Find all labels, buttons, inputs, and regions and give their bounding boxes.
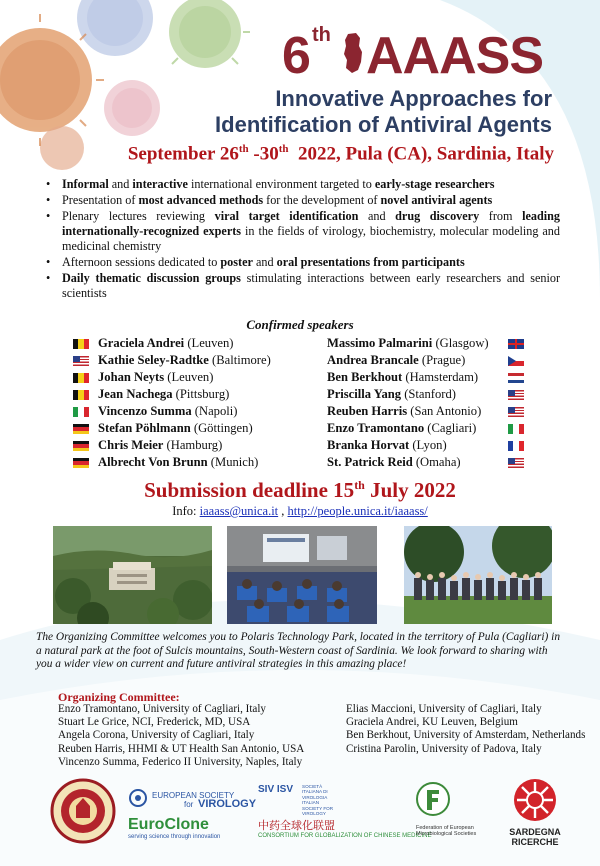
usa-flag-icon (508, 407, 524, 417)
fems-emblem-icon (416, 782, 450, 820)
photo-polaris-park (53, 526, 212, 624)
uk-flag-icon (508, 339, 524, 349)
committee-title: Organizing Committee: (58, 690, 180, 704)
usa-flag-icon (73, 356, 89, 366)
speakers-title: Confirmed speakers (246, 317, 354, 332)
feature-item: • Daily thematic discussion groups stimulating interactions between early researchers and senior scientists (46, 271, 560, 301)
germany-flag-icon (73, 424, 89, 434)
committee-member: Elias Maccioni, University of Cagliari, Italy (346, 703, 542, 715)
committee-right-column (346, 703, 585, 756)
email-link[interactable]: iaaass@unica.it (199, 504, 279, 518)
belgium-flag-icon (73, 373, 89, 383)
esv-emblem-icon (128, 788, 148, 808)
submission-deadline: Submission deadline 15th July 2022 (144, 478, 456, 502)
speaker-entry: Vincenzo Summa (Napoli) (98, 404, 238, 418)
speaker-entry: Priscilla Yang (Stanford) (327, 387, 456, 401)
speaker-entry: Johan Neyts (Leuven) (98, 370, 214, 384)
edition-number: 6 (282, 27, 310, 85)
photo-conference-room (227, 526, 377, 624)
feature-item: • Informal and interactive international environment targeted to early-stage researchers (46, 177, 560, 192)
subtitle-line-2: Identification of Antiviral Agents (215, 112, 552, 137)
committee-left-column (58, 703, 304, 769)
germany-flag-icon (73, 441, 89, 451)
feature-list (46, 177, 564, 302)
fems-logo: Federation of European Microbiological Societies (416, 782, 496, 838)
event-acronym: AAASS (366, 27, 544, 85)
usa-flag-icon (508, 458, 524, 468)
event-dates: September 26th -30th 2022, Pula (CA), Sardinia, Italy (127, 143, 554, 165)
photo-group (404, 526, 552, 624)
speaker-entry: Ben Berkhout (Hamsterdam) (327, 370, 479, 384)
italy-flag-icon (73, 407, 89, 417)
siv-logo: SIV ISV SOCIETÀ ITALIANA DI VIROLOGIA ITALIAN SOCIETY FOR VIROLOGY 中药全球化联盟 CONSORTIUM FOR GLOBALIZATION OF CHINESE MEDICINE (258, 784, 432, 839)
netherlands-flag-icon (508, 373, 524, 383)
czech-flag-icon (508, 356, 524, 366)
belgium-flag-icon (73, 339, 89, 349)
esv-logo: EUROPEAN SOCIETY for VIROLOGY EuroClone serving science through innovation (128, 788, 238, 840)
university-cagliari-seal (50, 778, 116, 844)
edition-suffix: th (312, 24, 331, 46)
france-flag-icon (508, 441, 524, 451)
feature-item: • Presentation of most advanced methods for the development of novel antiviral agents (46, 193, 560, 208)
speaker-entry: Branka Horvat (Lyon) (327, 438, 447, 452)
committee-member: Vincenzo Summa, Federico II University, Naples, Italy (58, 755, 303, 768)
subtitle-line-1: Innovative Approaches for (275, 86, 552, 111)
speaker-entry: Andrea Brancale (Prague) (327, 353, 466, 367)
welcome-text: The Organizing Committee welcomes you to Polaris Technology Park, located in the territory of Pula (Cagliari) in a natural park at the foot of Sulcis mountains, South-Western coast of Sardinia. We look forward to sharing with you a wider view on current and future antiviral strategies in this amazing place! (36, 631, 561, 670)
virus-illustration-orange (0, 28, 92, 132)
speaker-entry: Stefan Pöhlmann (Göttingen) (98, 421, 253, 435)
speaker-entry: Reuben Harris (San Antonio) (327, 404, 482, 418)
belgium-flag-icon (73, 390, 89, 400)
committee-member: Angela Corona, University of Cagliari, Italy (58, 729, 255, 742)
sardegna-ricerche-emblem-icon (513, 778, 557, 822)
committee-member: Ben Berkhout, University of Amsterdam, Netherlands (346, 729, 586, 742)
committee-member: Reuben Harris, HHMI & UT Health San Antonio, USA (58, 742, 305, 755)
info-line: Info: iaaass@unica.it , http://people.unica.it/iaaass/ (172, 504, 428, 518)
speaker-entry: Chris Meier (Hamburg) (98, 438, 223, 452)
sardinia-island-icon (342, 32, 364, 74)
speaker-entry: Jean Nachega (Pittsburg) (98, 387, 230, 401)
usa-flag-icon (508, 390, 524, 400)
sardegna-ricerche-logo: SARDEGNA RICERCHE (505, 778, 565, 847)
speaker-entry: Albrecht Von Brunn (Munich) (98, 455, 259, 469)
speaker-entry: St. Patrick Reid (Omaha) (327, 455, 461, 469)
feature-item: • Afternoon sessions dedicated to poster and oral presentations from participants (46, 255, 560, 270)
sponsor-logos (0, 778, 600, 866)
italy-flag-icon (508, 424, 524, 434)
committee-member: Stuart Le Grice, NCI, Frederick, MD, USA (58, 716, 251, 729)
event-subtitle (215, 86, 552, 138)
website-link[interactable]: http://people.unica.it/iaaass/ (287, 504, 428, 518)
committee-member: Cristina Parolin, University of Padova, Italy (346, 742, 542, 755)
speaker-entry: Enzo Tramontano (Cagliari) (327, 421, 477, 435)
feature-item: • Plenary lectures reviewing viral target identification and drug discovery from leading internationally-recognized experts in the fields of virology, biochemistry, molecular modeling and medicinal chemistry (46, 209, 560, 254)
speaker-entry: Kathie Seley-Radtke (Baltimore) (98, 353, 271, 367)
speaker-entry: Graciela Andrei (Leuven) (98, 336, 234, 350)
speaker-entry: Massimo Palmarini (Glasgow) (327, 336, 489, 350)
committee-member: Enzo Tramontano, University of Cagliari, Italy (58, 703, 266, 715)
event-title (282, 22, 582, 85)
germany-flag-icon (73, 458, 89, 468)
committee-member: Graciela Andrei, KU Leuven, Belgium (346, 716, 518, 729)
